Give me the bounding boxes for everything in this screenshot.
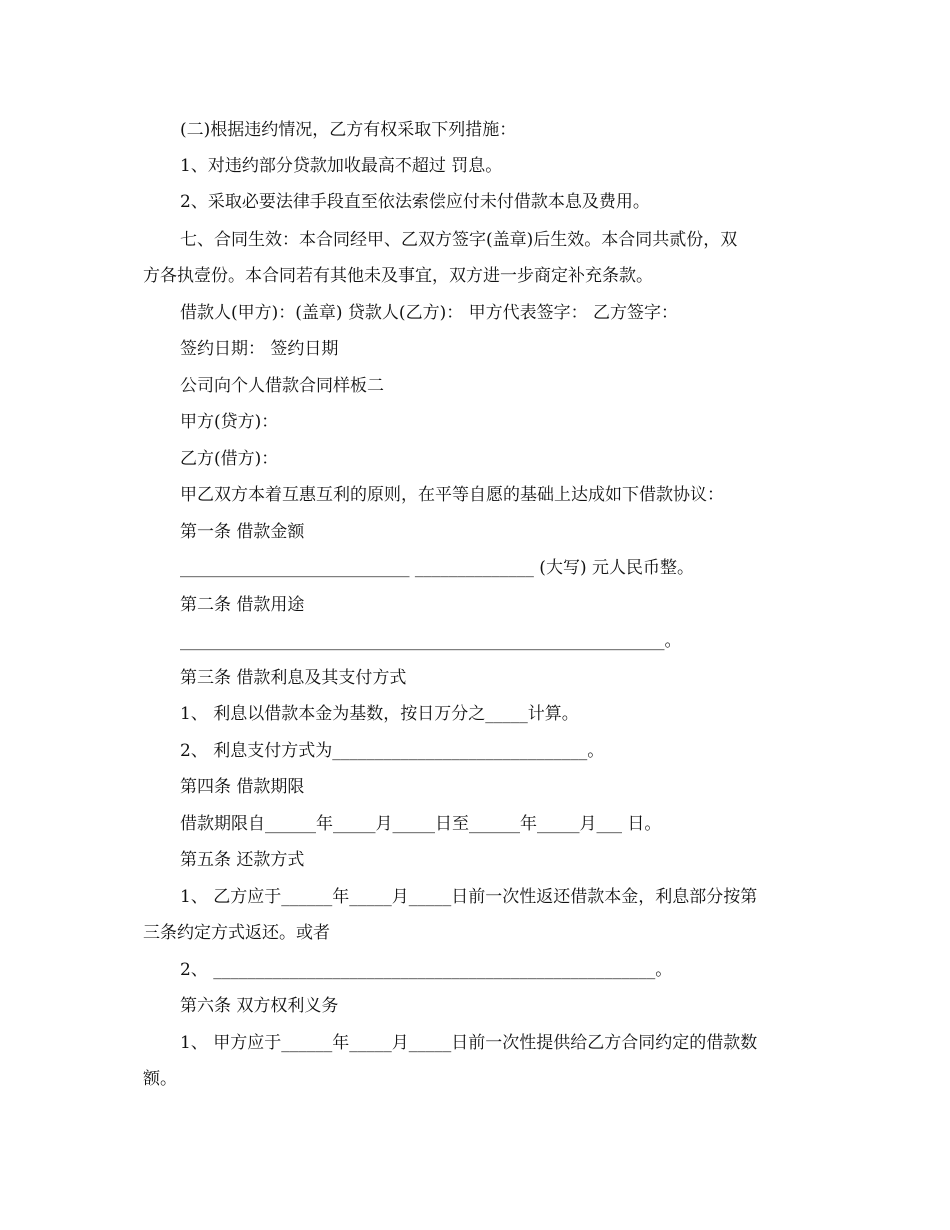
article-2-heading: 第二条 借款用途 [180, 595, 305, 615]
article-5-item-1-line-2: 三条约定方式返还。或者 [143, 923, 330, 943]
article-1-heading: 第一条 借款金额 [180, 522, 305, 542]
article-3-heading: 第三条 借款利息及其支付方式 [180, 668, 407, 688]
party-a-line: 甲方(贷方)： [180, 412, 279, 432]
article-5-item-2: 2、 ____________________________________________________。 [180, 960, 673, 980]
article-2-blank: _________________________________________________________。 [180, 631, 682, 651]
article-4-term: 借款期限自______年_____月_____日至______年_____月___ 日。 [180, 814, 662, 834]
clause-2-item-1: 1、对违约部分贷款加收最高不超过 罚息。 [180, 156, 503, 176]
article-4-heading: 第四条 借款期限 [180, 777, 305, 797]
article-1-blank: ___________________________ ______________ (大写) 元人民币整。 [180, 558, 694, 578]
section-title: 公司向个人借款合同样板二 [180, 376, 384, 396]
article-3-item-2: 2、 利息支付方式为______________________________。 [180, 741, 605, 761]
contract-effect-line-2: 方各执壹份。本合同若有其他未及事宜，双方进一步商定补充条款。 [143, 266, 653, 286]
signing-date-line: 签约日期： 签约日期 [180, 339, 339, 359]
agreement-intro: 甲乙双方本着互惠互利的原则，在平等自愿的基础上达成如下借款协议： [180, 485, 724, 505]
article-5-heading: 第五条 还款方式 [180, 850, 305, 870]
article-5-item-1-line-1: 1、 乙方应于______年_____月_____日前一次性返还借款本金，利息部分按第 [180, 887, 758, 907]
article-6-item-1-line-1: 1、 甲方应于______年_____月_____日前一次性提供给乙方合同约定的借款数 [180, 1033, 758, 1053]
article-6-heading: 第六条 双方权利义务 [180, 996, 339, 1016]
clause-2-heading: (二)根据违约情况，乙方有权采取下列措施： [180, 120, 517, 140]
signature-line: 借款人(甲方)：(盖章) 贷款人(乙方)： 甲方代表签字： 乙方签字： [180, 303, 679, 323]
article-6-item-1-line-2: 额。 [143, 1069, 177, 1089]
party-b-line: 乙方(借方)： [180, 449, 279, 469]
clause-2-item-2: 2、采取必要法律手段直至依法索偿应付未付借款本息及费用。 [180, 192, 650, 212]
contract-effect-line-1: 七、合同生效：本合同经甲、乙双方签字(盖章)后生效。本合同共贰份，双 [180, 230, 738, 250]
article-3-item-1: 1、 利息以借款本金为基数，按日万分之_____计算。 [180, 704, 579, 724]
